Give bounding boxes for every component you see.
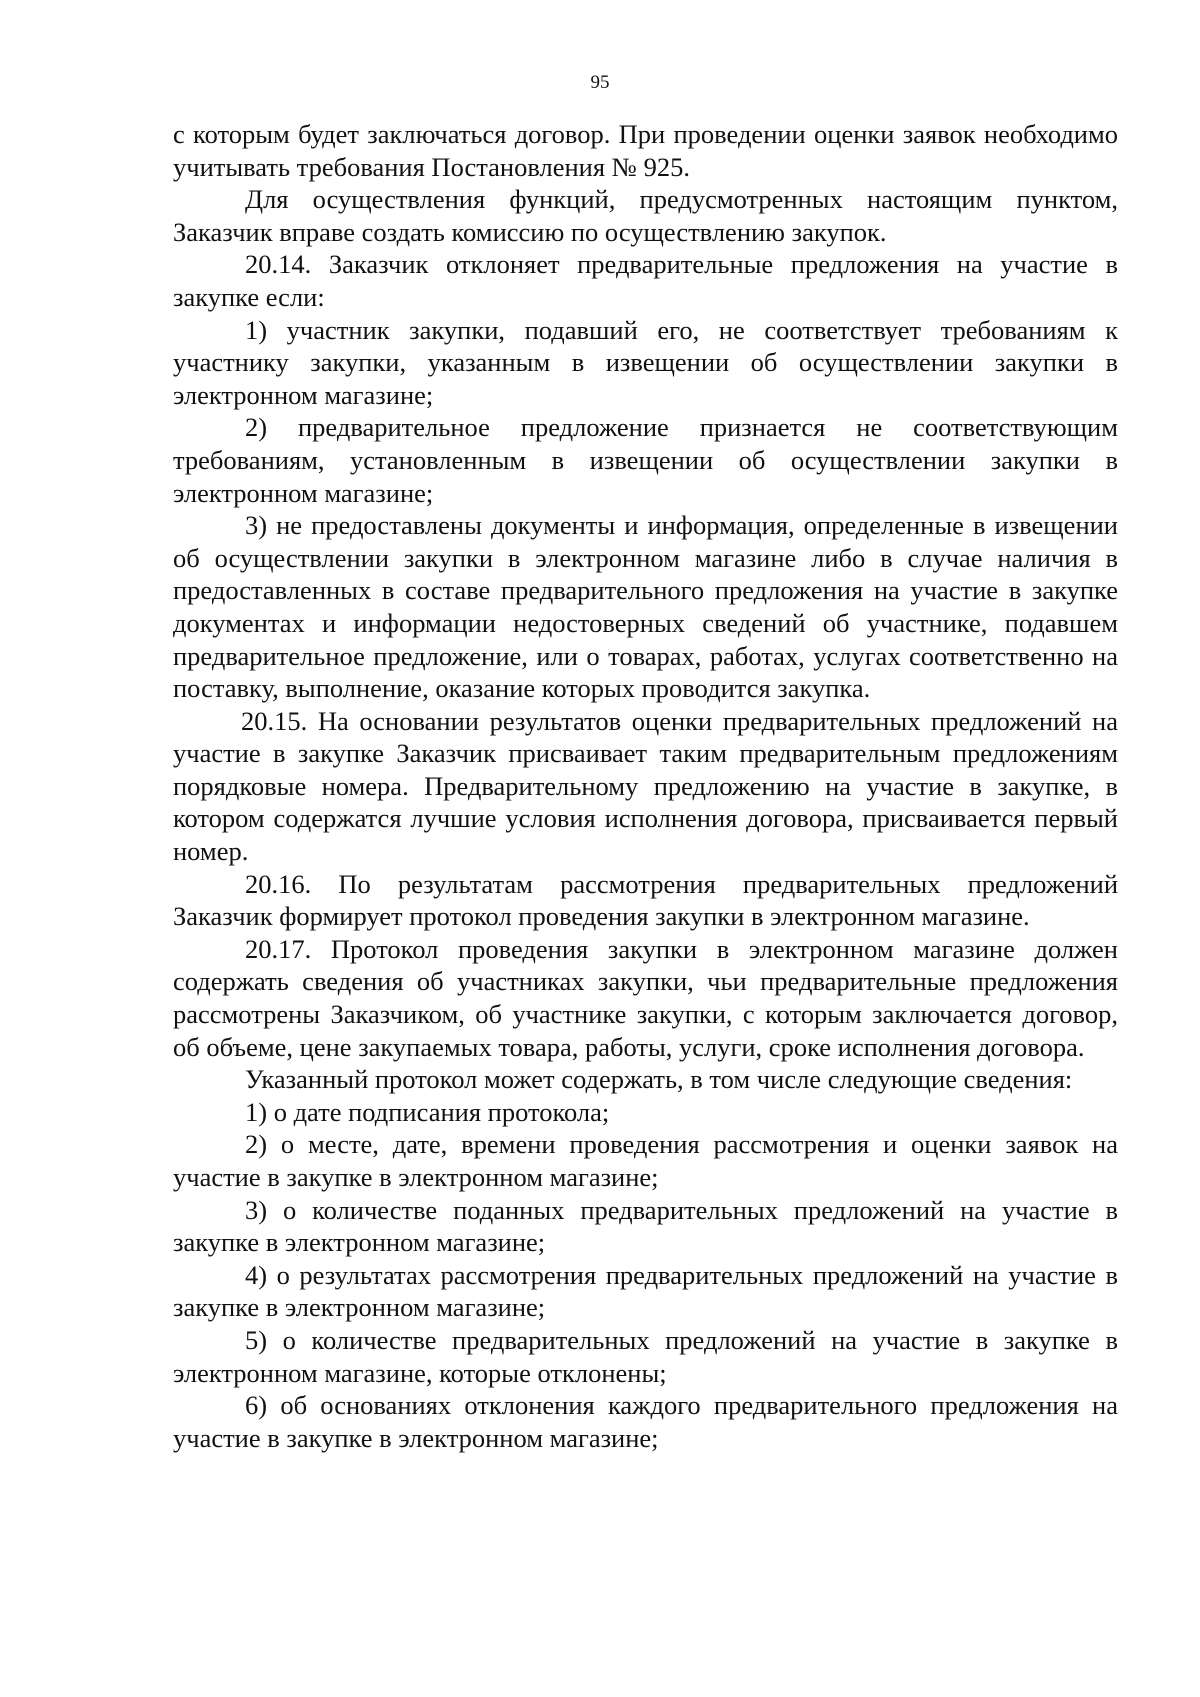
- paragraph-20-15: 20.15. На основании результатов оценки предварительных предложений на участие в закупке Заказчик присваивает таким предварительным предложениям порядковые номера. Предварительному предложению на участие в закупке, в котором содержатся лучшие условия исполнения договора, присваивается первый номер.: [173, 705, 1118, 867]
- list-item: 3) не предоставлены документы и информация, определенные в извещении об осуществлении закупки в электронном магазине либо в случае наличия в предоставленных в составе предварительного предложения на участие в закупке документах и информации недостоверных сведений об участнике, подавшем предварительное предложение, или о товарах, работах, услугах соответственно на поставку, выполнение, оказание которых проводится закупка.: [173, 510, 1118, 704]
- page-number: 95: [590, 72, 610, 93]
- list-item: 1) о дате подписания протокола;: [245, 1096, 610, 1127]
- paragraph-20-16: 20.16. По результатам рассмотрения предварительных предложений Заказчик формирует протокол проведения закупки в электронном магазине.: [173, 868, 1118, 932]
- list-item: 5) о количестве предварительных предложений на участие в закупке в электронном магазине, которые отклонены;: [173, 1324, 1118, 1388]
- list-item: 2) предварительное предложение признается не соответствующим требованиям, установленным в извещении об осуществлении закупки в электронном магазине;: [173, 412, 1118, 508]
- paragraph: Указанный протокол может содержать, в том числе следующие сведения:: [245, 1064, 1073, 1095]
- paragraph-20-14: 20.14. Заказчик отклоняет предварительные предложения на участие в закупке если:: [173, 249, 1118, 312]
- document-body: [173, 118, 1118, 1454]
- list-item: 1) участник закупки, подавший его, не соответствует требованиям к участнику закупки, указанным в извещении об осуществлении закупки в электронном магазине;: [173, 314, 1118, 410]
- paragraph-20-17: 20.17. Протокол проведения закупки в электронном магазине должен содержать сведения об участниках закупки, чьи предварительные предложения рассмотрены Заказчиком, об участнике закупки, с которым заключается договор, об объеме, цене закупаемых товара, работы, услуги, сроке исполнения договора.: [173, 933, 1118, 1062]
- paragraph-continuation: с которым будет заключаться договор. При проведении оценки заявок необходимо учитывать требования Постановления № 925.: [173, 119, 1118, 182]
- list-item: 3) о количестве поданных предварительных предложений на участие в закупке в электронном магазине;: [173, 1194, 1118, 1258]
- list-item: 6) об основаниях отклонения каждого предварительного предложения на участие в закупке в электронном магазине;: [173, 1390, 1118, 1453]
- paragraph: Для осуществления функций, предусмотренных настоящим пунктом, Заказчик вправе создать комиссию по осуществлению закупок.: [173, 184, 1118, 247]
- list-item: 2) о месте, дате, времени проведения рассмотрения и оценки заявок на участие в закупке в электронном магазине;: [173, 1129, 1118, 1192]
- list-item: 4) о результатах рассмотрения предварительных предложений на участие в закупке в электронном магазине;: [173, 1259, 1118, 1323]
